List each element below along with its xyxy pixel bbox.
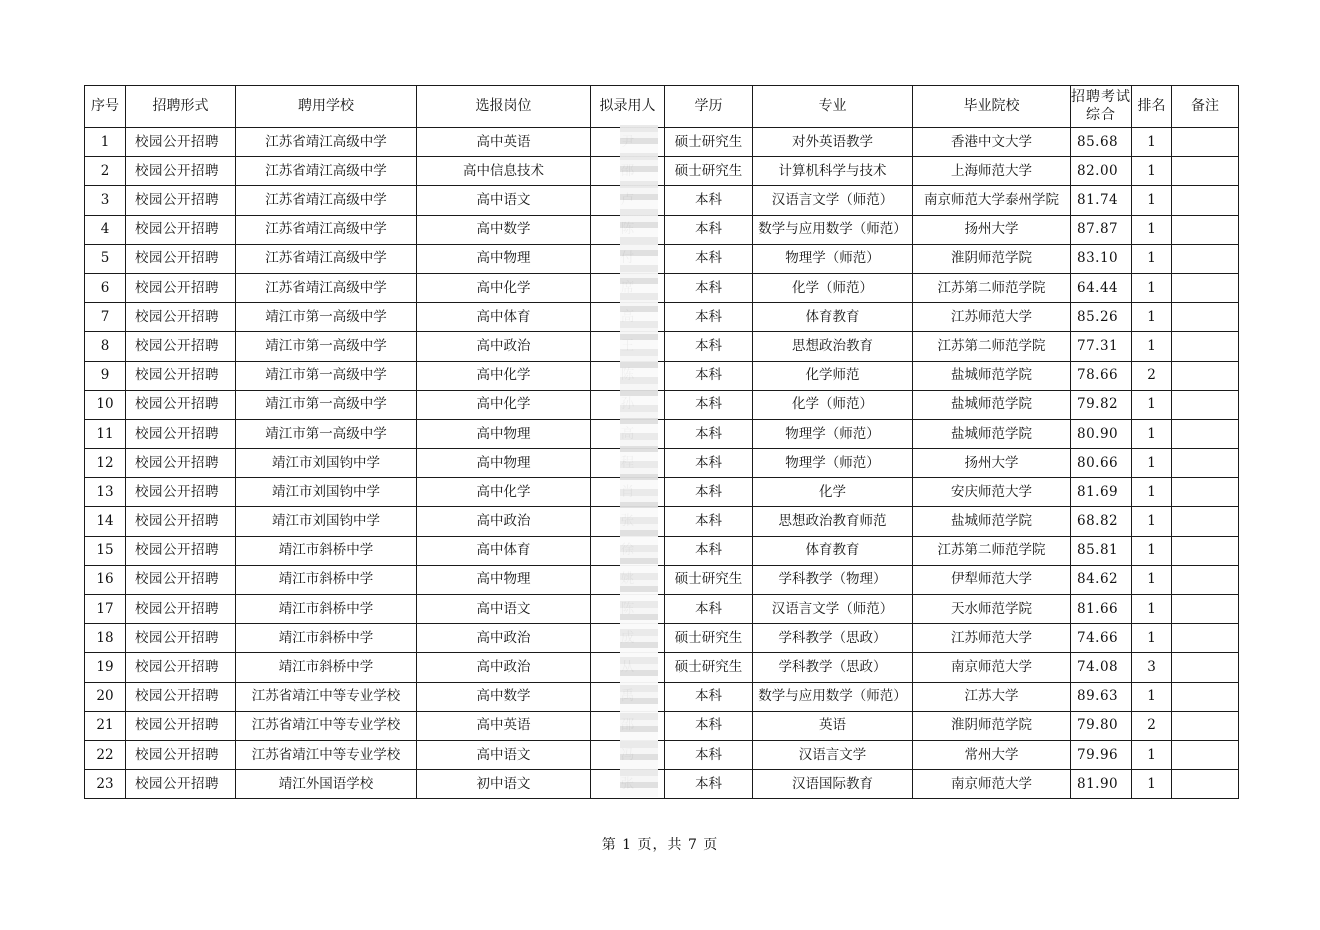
cell-rank: 1 (1132, 624, 1172, 653)
cell-school: 靖江市斜桥中学 (236, 565, 417, 594)
cell-form: 校园公开招聘 (126, 478, 236, 507)
table-header-row (85, 86, 1239, 128)
cell-rank: 1 (1132, 419, 1172, 448)
cell-score: 81.66 (1071, 595, 1132, 624)
cell-no: 7 (85, 303, 126, 332)
cell-edu: 本科 (665, 273, 753, 302)
cell-edu: 本科 (665, 186, 753, 215)
cell-score: 87.87 (1071, 215, 1132, 244)
cell-form: 校园公开招聘 (126, 449, 236, 478)
header-cell: 聘用学校 (236, 86, 417, 128)
cell-form: 校园公开招聘 (126, 390, 236, 419)
cell-form: 校园公开招聘 (126, 273, 236, 302)
cell-grad: 盐城师范学院 (913, 419, 1071, 448)
table-row (85, 361, 1239, 390)
cell-major: 物理学（师范） (753, 419, 913, 448)
cell-form: 校园公开招聘 (126, 332, 236, 361)
cell-major: 数学与应用数学（师范） (753, 682, 913, 711)
cell-school: 江苏省靖江中等专业学校 (236, 682, 417, 711)
cell-school: 江苏省靖江高级中学 (236, 244, 417, 273)
cell-no: 5 (85, 244, 126, 273)
cell-grad: 南京师范大学 (913, 653, 1071, 682)
cell-grad: 淮阴师范学院 (913, 244, 1071, 273)
cell-note (1172, 157, 1239, 186)
hiring-table (84, 85, 1239, 799)
cell-rank: 1 (1132, 565, 1172, 594)
cell-note (1172, 478, 1239, 507)
cell-edu: 本科 (665, 682, 753, 711)
cell-form: 校园公开招聘 (126, 595, 236, 624)
cell-school: 靖江市斜桥中学 (236, 653, 417, 682)
cell-rank: 1 (1132, 740, 1172, 769)
cell-note (1172, 770, 1239, 799)
cell-school: 靖江市第一高级中学 (236, 390, 417, 419)
cell-no: 17 (85, 595, 126, 624)
header-cell: 毕业院校 (913, 86, 1071, 128)
cell-score: 85.26 (1071, 303, 1132, 332)
cell-school: 靖江市斜桥中学 (236, 536, 417, 565)
cell-no: 9 (85, 361, 126, 390)
cell-rank: 2 (1132, 361, 1172, 390)
cell-grad: 香港中文大学 (913, 128, 1071, 157)
cell-edu: 本科 (665, 332, 753, 361)
cell-edu: 硕士研究生 (665, 157, 753, 186)
cell-no: 13 (85, 478, 126, 507)
cell-major: 计算机科学与技术 (753, 157, 913, 186)
cell-post: 高中数学 (417, 682, 591, 711)
cell-edu: 本科 (665, 770, 753, 799)
cell-edu: 本科 (665, 390, 753, 419)
cell-edu: 本科 (665, 595, 753, 624)
cell-no: 8 (85, 332, 126, 361)
cell-school: 江苏省靖江高级中学 (236, 273, 417, 302)
cell-no: 10 (85, 390, 126, 419)
cell-form: 校园公开招聘 (126, 653, 236, 682)
cell-school: 靖江市第一高级中学 (236, 332, 417, 361)
cell-major: 汉语国际教育 (753, 770, 913, 799)
cell-school: 靖江市第一高级中学 (236, 419, 417, 448)
cell-edu: 本科 (665, 711, 753, 740)
cell-note (1172, 361, 1239, 390)
cell-rank: 1 (1132, 273, 1172, 302)
table-row (85, 332, 1239, 361)
cell-grad: 南京师范大学 (913, 770, 1071, 799)
cell-score: 78.66 (1071, 361, 1132, 390)
cell-rank: 1 (1132, 478, 1172, 507)
cell-post: 高中数学 (417, 215, 591, 244)
cell-post: 高中信息技术 (417, 157, 591, 186)
cell-score: 79.80 (1071, 711, 1132, 740)
cell-no: 14 (85, 507, 126, 536)
cell-major: 学科教学（物理） (753, 565, 913, 594)
cell-major: 物理学（师范） (753, 449, 913, 478)
cell-school: 靖江市第一高级中学 (236, 303, 417, 332)
cell-no: 15 (85, 536, 126, 565)
cell-post: 高中政治 (417, 332, 591, 361)
cell-note (1172, 653, 1239, 682)
cell-school: 江苏省靖江高级中学 (236, 157, 417, 186)
cell-no: 2 (85, 157, 126, 186)
header-cell: 选报岗位 (417, 86, 591, 128)
cell-form: 校园公开招聘 (126, 740, 236, 769)
header-cell: 招聘考试综合 (1071, 86, 1132, 128)
cell-grad: 扬州大学 (913, 215, 1071, 244)
cell-note (1172, 536, 1239, 565)
cell-school: 靖江市斜桥中学 (236, 624, 417, 653)
cell-school: 靖江外国语学校 (236, 770, 417, 799)
cell-school: 靖江市刘国钧中学 (236, 449, 417, 478)
cell-note (1172, 244, 1239, 273)
cell-post: 高中英语 (417, 711, 591, 740)
cell-school: 江苏省靖江高级中学 (236, 215, 417, 244)
table-row (85, 565, 1239, 594)
cell-note (1172, 419, 1239, 448)
cell-score: 74.08 (1071, 653, 1132, 682)
cell-score: 64.44 (1071, 273, 1132, 302)
table-row (85, 711, 1239, 740)
cell-edu: 硕士研究生 (665, 624, 753, 653)
cell-score: 81.74 (1071, 186, 1132, 215)
cell-major: 化学 (753, 478, 913, 507)
cell-edu: 本科 (665, 740, 753, 769)
cell-no: 20 (85, 682, 126, 711)
cell-form: 校园公开招聘 (126, 244, 236, 273)
cell-form: 校园公开招聘 (126, 128, 236, 157)
header-cell: 拟录用人 (591, 86, 665, 128)
cell-no: 6 (85, 273, 126, 302)
table-row (85, 303, 1239, 332)
cell-no: 22 (85, 740, 126, 769)
cell-edu: 本科 (665, 215, 753, 244)
cell-form: 校园公开招聘 (126, 507, 236, 536)
cell-no: 1 (85, 128, 126, 157)
table-row (85, 157, 1239, 186)
table-row (85, 507, 1239, 536)
cell-note (1172, 711, 1239, 740)
cell-form: 校园公开招聘 (126, 186, 236, 215)
cell-major: 物理学（师范） (753, 244, 913, 273)
cell-grad: 江苏第二师范学院 (913, 273, 1071, 302)
cell-grad: 南京师范大学泰州学院 (913, 186, 1071, 215)
table-row (85, 595, 1239, 624)
cell-note (1172, 507, 1239, 536)
header-cell: 备注 (1172, 86, 1239, 128)
cell-edu: 本科 (665, 244, 753, 273)
cell-form: 校园公开招聘 (126, 303, 236, 332)
table-row (85, 186, 1239, 215)
cell-no: 16 (85, 565, 126, 594)
cell-no: 11 (85, 419, 126, 448)
cell-note (1172, 740, 1239, 769)
cell-school: 江苏省靖江中等专业学校 (236, 711, 417, 740)
cell-form: 校园公开招聘 (126, 682, 236, 711)
cell-school: 靖江市斜桥中学 (236, 595, 417, 624)
cell-post: 高中化学 (417, 273, 591, 302)
cell-grad: 天水师范学院 (913, 595, 1071, 624)
header-cell: 专业 (753, 86, 913, 128)
cell-rank: 2 (1132, 711, 1172, 740)
table-row (85, 215, 1239, 244)
cell-edu: 硕士研究生 (665, 565, 753, 594)
cell-major: 化学（师范） (753, 390, 913, 419)
cell-form: 校园公开招聘 (126, 157, 236, 186)
cell-post: 高中化学 (417, 478, 591, 507)
cell-form: 校园公开招聘 (126, 361, 236, 390)
table-row (85, 770, 1239, 799)
cell-score: 81.69 (1071, 478, 1132, 507)
cell-school: 江苏省靖江中等专业学校 (236, 740, 417, 769)
cell-post: 高中物理 (417, 244, 591, 273)
table-row (85, 128, 1239, 157)
table-row (85, 536, 1239, 565)
cell-form: 校园公开招聘 (126, 215, 236, 244)
cell-no: 23 (85, 770, 126, 799)
cell-edu: 本科 (665, 536, 753, 565)
cell-no: 21 (85, 711, 126, 740)
cell-form: 校园公开招聘 (126, 711, 236, 740)
cell-rank: 1 (1132, 770, 1172, 799)
cell-score: 74.66 (1071, 624, 1132, 653)
cell-grad: 盐城师范学院 (913, 361, 1071, 390)
cell-rank: 1 (1132, 332, 1172, 361)
cell-post: 高中政治 (417, 624, 591, 653)
cell-score: 79.96 (1071, 740, 1132, 769)
cell-post: 高中物理 (417, 565, 591, 594)
cell-rank: 1 (1132, 303, 1172, 332)
cell-major: 化学（师范） (753, 273, 913, 302)
cell-note (1172, 624, 1239, 653)
cell-no: 12 (85, 449, 126, 478)
header-cell: 排名 (1132, 86, 1172, 128)
cell-grad: 淮阴师范学院 (913, 711, 1071, 740)
cell-edu: 本科 (665, 507, 753, 536)
cell-note (1172, 390, 1239, 419)
cell-post: 高中语文 (417, 595, 591, 624)
table-body (85, 128, 1239, 799)
cell-major: 学科教学（思政） (753, 624, 913, 653)
cell-score: 82.00 (1071, 157, 1132, 186)
cell-rank: 1 (1132, 507, 1172, 536)
cell-score: 68.82 (1071, 507, 1132, 536)
table-row (85, 419, 1239, 448)
cell-grad: 江苏第二师范学院 (913, 332, 1071, 361)
cell-note (1172, 565, 1239, 594)
cell-note (1172, 332, 1239, 361)
cell-edu: 本科 (665, 478, 753, 507)
cell-note (1172, 215, 1239, 244)
cell-grad: 江苏第二师范学院 (913, 536, 1071, 565)
cell-edu: 本科 (665, 419, 753, 448)
cell-form: 校园公开招聘 (126, 536, 236, 565)
page-footer: 第 1 页，共 7 页 (601, 837, 719, 853)
cell-post: 高中政治 (417, 653, 591, 682)
cell-no: 19 (85, 653, 126, 682)
cell-school: 江苏省靖江高级中学 (236, 128, 417, 157)
cell-grad: 江苏师范大学 (913, 624, 1071, 653)
table-row (85, 478, 1239, 507)
cell-edu: 硕士研究生 (665, 653, 753, 682)
cell-rank: 1 (1132, 449, 1172, 478)
cell-major: 数学与应用数学（师范） (753, 215, 913, 244)
table-row (85, 390, 1239, 419)
cell-score: 84.62 (1071, 565, 1132, 594)
cell-score: 85.81 (1071, 536, 1132, 565)
cell-rank: 1 (1132, 390, 1172, 419)
cell-major: 英语 (753, 711, 913, 740)
cell-no: 4 (85, 215, 126, 244)
cell-post: 高中物理 (417, 419, 591, 448)
cell-major: 化学师范 (753, 361, 913, 390)
cell-grad: 安庆师范大学 (913, 478, 1071, 507)
cell-major: 汉语言文学（师范） (753, 595, 913, 624)
cell-school: 靖江市刘国钧中学 (236, 507, 417, 536)
cell-score: 79.82 (1071, 390, 1132, 419)
cell-major: 汉语言文学（师范） (753, 186, 913, 215)
cell-note (1172, 682, 1239, 711)
cell-no: 18 (85, 624, 126, 653)
cell-note (1172, 273, 1239, 302)
cell-score: 80.90 (1071, 419, 1132, 448)
cell-score: 85.68 (1071, 128, 1132, 157)
cell-post: 初中语文 (417, 770, 591, 799)
cell-grad: 盐城师范学院 (913, 390, 1071, 419)
cell-score: 83.10 (1071, 244, 1132, 273)
table-row (85, 653, 1239, 682)
cell-note (1172, 128, 1239, 157)
cell-rank: 1 (1132, 157, 1172, 186)
cell-major: 学科教学（思政） (753, 653, 913, 682)
cell-grad: 伊犁师范大学 (913, 565, 1071, 594)
cell-rank: 1 (1132, 536, 1172, 565)
cell-rank: 1 (1132, 215, 1172, 244)
cell-school: 靖江市刘国钧中学 (236, 478, 417, 507)
cell-edu: 本科 (665, 303, 753, 332)
cell-major: 汉语言文学 (753, 740, 913, 769)
cell-post: 高中化学 (417, 390, 591, 419)
cell-rank: 1 (1132, 128, 1172, 157)
table-row (85, 273, 1239, 302)
cell-rank: 3 (1132, 653, 1172, 682)
cell-post: 高中物理 (417, 449, 591, 478)
cell-grad: 盐城师范学院 (913, 507, 1071, 536)
redaction-mosaic (620, 125, 658, 797)
cell-major: 思想政治教育 (753, 332, 913, 361)
cell-form: 校园公开招聘 (126, 565, 236, 594)
cell-post: 高中化学 (417, 361, 591, 390)
cell-grad: 江苏大学 (913, 682, 1071, 711)
cell-note (1172, 595, 1239, 624)
cell-edu: 硕士研究生 (665, 128, 753, 157)
cell-rank: 1 (1132, 244, 1172, 273)
cell-note (1172, 303, 1239, 332)
table-row (85, 244, 1239, 273)
table-row (85, 449, 1239, 478)
table-row (85, 624, 1239, 653)
header-cell: 序号 (85, 86, 126, 128)
cell-major: 体育教育 (753, 536, 913, 565)
cell-edu: 本科 (665, 449, 753, 478)
cell-post: 高中体育 (417, 303, 591, 332)
cell-post: 高中政治 (417, 507, 591, 536)
cell-major: 思想政治教育师范 (753, 507, 913, 536)
cell-score: 80.66 (1071, 449, 1132, 478)
cell-note (1172, 186, 1239, 215)
cell-grad: 扬州大学 (913, 449, 1071, 478)
cell-form: 校园公开招聘 (126, 624, 236, 653)
cell-note (1172, 449, 1239, 478)
cell-score: 81.90 (1071, 770, 1132, 799)
cell-post: 高中英语 (417, 128, 591, 157)
header-cell: 招聘形式 (126, 86, 236, 128)
table-row (85, 740, 1239, 769)
cell-school: 江苏省靖江高级中学 (236, 186, 417, 215)
cell-major: 对外英语教学 (753, 128, 913, 157)
cell-grad: 上海师范大学 (913, 157, 1071, 186)
cell-form: 校园公开招聘 (126, 770, 236, 799)
table-row (85, 682, 1239, 711)
cell-no: 3 (85, 186, 126, 215)
cell-post: 高中语文 (417, 740, 591, 769)
cell-edu: 本科 (665, 361, 753, 390)
cell-post: 高中语文 (417, 186, 591, 215)
cell-rank: 1 (1132, 682, 1172, 711)
cell-major: 体育教育 (753, 303, 913, 332)
cell-rank: 1 (1132, 186, 1172, 215)
cell-grad: 江苏师范大学 (913, 303, 1071, 332)
cell-grad: 常州大学 (913, 740, 1071, 769)
cell-form: 校园公开招聘 (126, 419, 236, 448)
cell-rank: 1 (1132, 595, 1172, 624)
cell-score: 77.31 (1071, 332, 1132, 361)
header-cell: 学历 (665, 86, 753, 128)
cell-score: 89.63 (1071, 682, 1132, 711)
cell-school: 靖江市第一高级中学 (236, 361, 417, 390)
cell-post: 高中体育 (417, 536, 591, 565)
